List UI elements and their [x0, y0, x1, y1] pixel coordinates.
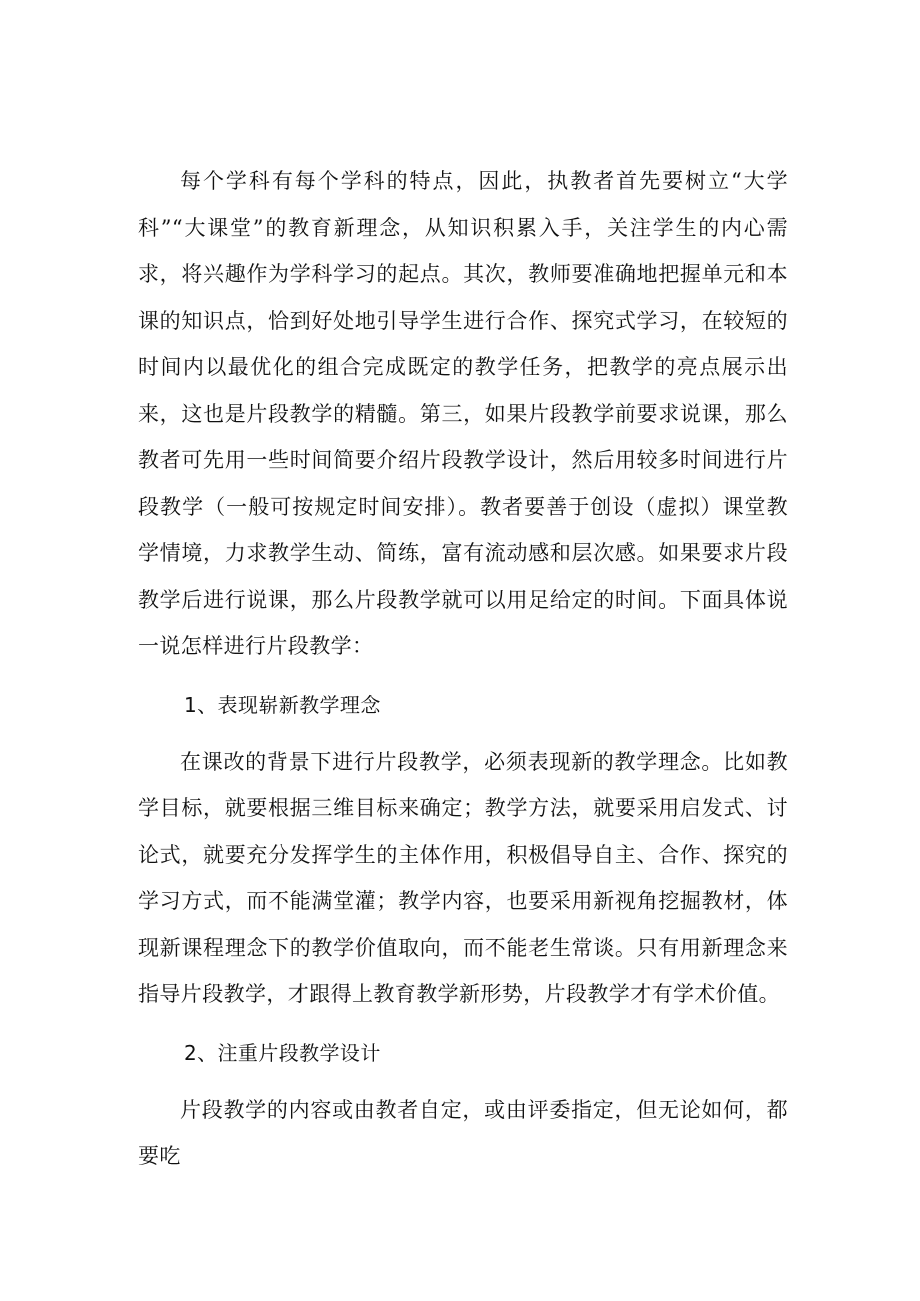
- section-heading-1: 1、表现崭新教学理念: [184, 692, 381, 717]
- paragraph-section-2: 片段教学的内容或由教者自定，或由评委指定，但无论如何，都要吃: [138, 1097, 788, 1168]
- paragraph-intro: 每个学科有每个学科的特点，因此，执教者首先要树立“大学科”“大课堂”的教育新理念，从知识积累入手，关注学生的内心需求，将兴趣作为学科学习的起点。其次，教师要准确地把握单元和本课的知识点，恰到好处地引导学生进行合作、探究式学习，在较短的时间内以最优化的组合完成既定的教学任务，把教学的亮点展示出来，这也是片段教学的精髓。第三，如果片段教学前要求说课，那么教者可先用一些时间简要介绍片段教学设计，然后用较多时间进行片段教学（一般可按规定时间安排）。教者要善于创设（虚拟）课堂教学情境，力求教学生动、简练，富有流动感和层次感。如果要求片段教学后进行说课，那么片段教学就可以用足给定的时间。下面具体说一说怎样进行片段教学：: [138, 169, 788, 658]
- paragraph-section-1: 在课改的背景下进行片段教学，必须表现新的教学理念。比如教学目标，就要根据三维目标来确定；教学方法，就要采用启发式、讨论式，就要充分发挥学生的主体作用，积极倡导自主、合作、探究的学习方式，而不能满堂灌；教学内容，也要采用新视角挖掘教材，体现新课程理念下的教学价值取向，而不能老生常谈。只有用新理念来指导片段教学，才跟得上教育教学新形势，片段教学才有学术价值。: [138, 749, 788, 1006]
- document-body: [138, 158, 788, 1180]
- section-heading-2: 2、注重片段教学设计: [184, 1040, 381, 1065]
